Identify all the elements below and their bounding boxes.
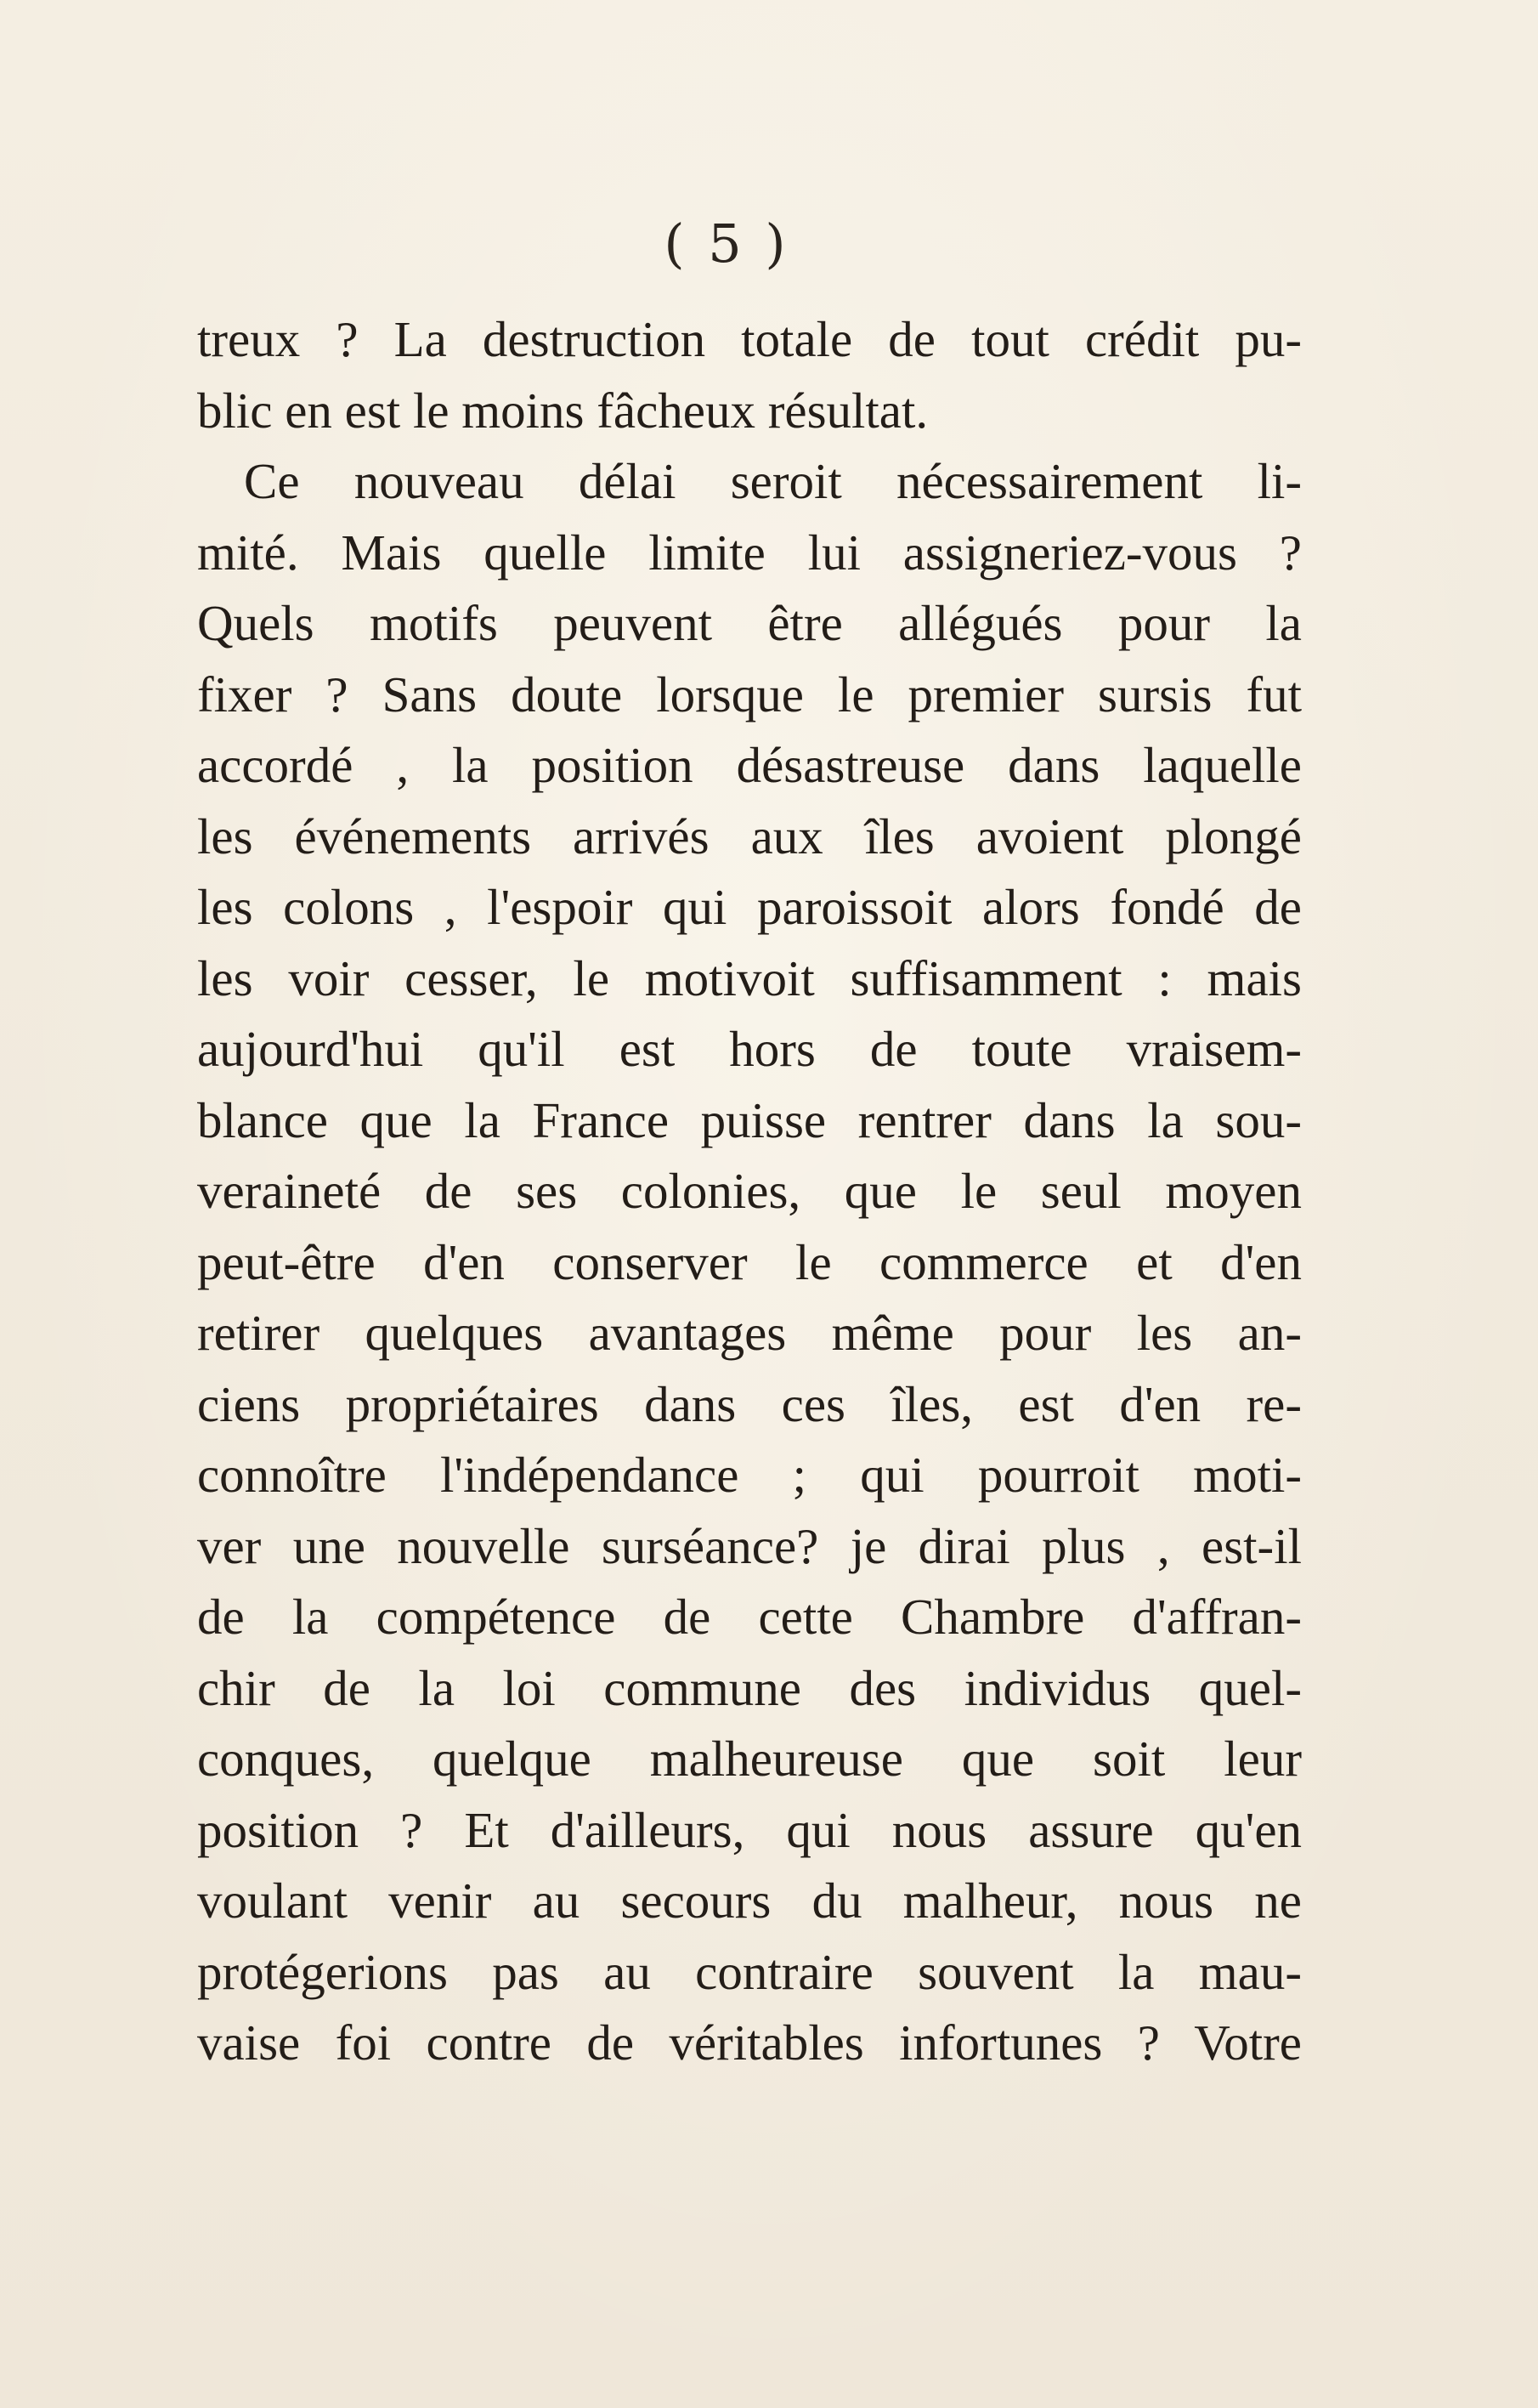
body-text [197,304,1302,2079]
text-line: ver une nouvelle surséance? je dirai plus , est-il [197,1517,1302,1574]
text-line: vaise foi contre de véritables infortunes ? Votre [197,2014,1302,2071]
text-line: de la compétence de cette Chambre d'affran- [197,1589,1302,1645]
text-line: connoître l'indépendance ; qui pourroit moti- [197,1447,1302,1503]
text-line: mité. Mais quelle limite lui assigneriez-vous ? [197,524,1302,581]
text-line: fixer ? Sans doute lorsque le premier sursis fut [197,666,1302,722]
text-line: aujourd'hui qu'il est hors de toute vraisem- [197,1021,1302,1077]
text-line: Quels motifs peuvent être allégués pour la [197,595,1302,651]
text-line: blic en est le moins fâcheux résultat. [197,382,929,439]
text-line: peut-être d'en conserver le commerce et d'en [197,1233,1302,1290]
text-line: ciens propriétaires dans ces îles, est d'en re- [197,1375,1302,1432]
text-line: les colons , l'espoir qui paroissoit alors fondé de [197,879,1302,935]
text-line: accordé , la position désastreuse dans laquelle [197,737,1302,793]
text-line: position ? Et d'ailleurs, qui nous assure qu'en [197,1801,1302,1858]
text-line: retirer quelques avantages même pour les an- [197,1305,1302,1361]
page-number: ( 5 ) [664,212,789,275]
text-line: voulant venir au secours du malheur, nous ne [197,1873,1302,1929]
text-line: Ce nouveau délai seroit nécessairement li- [244,453,1302,509]
text-line: les événements arrivés aux îles avoient plongé [197,807,1302,864]
text-line: les voir cesser, le motivoit suffisamment : mais [197,949,1302,1006]
text-line: treux ? La destruction totale de tout crédit pu- [197,311,1302,367]
text-line: conques, quelque malheureuse que soit leur [197,1731,1302,1787]
text-line: blance que la France puisse rentrer dans la sou- [197,1091,1302,1148]
text-line: protégerions pas au contraire souvent la mau- [197,1943,1302,2000]
text-line: veraineté de ses colonies, que le seul moyen [197,1163,1302,1219]
text-line: chir de la loi commune des individus quel- [197,1659,1302,1716]
